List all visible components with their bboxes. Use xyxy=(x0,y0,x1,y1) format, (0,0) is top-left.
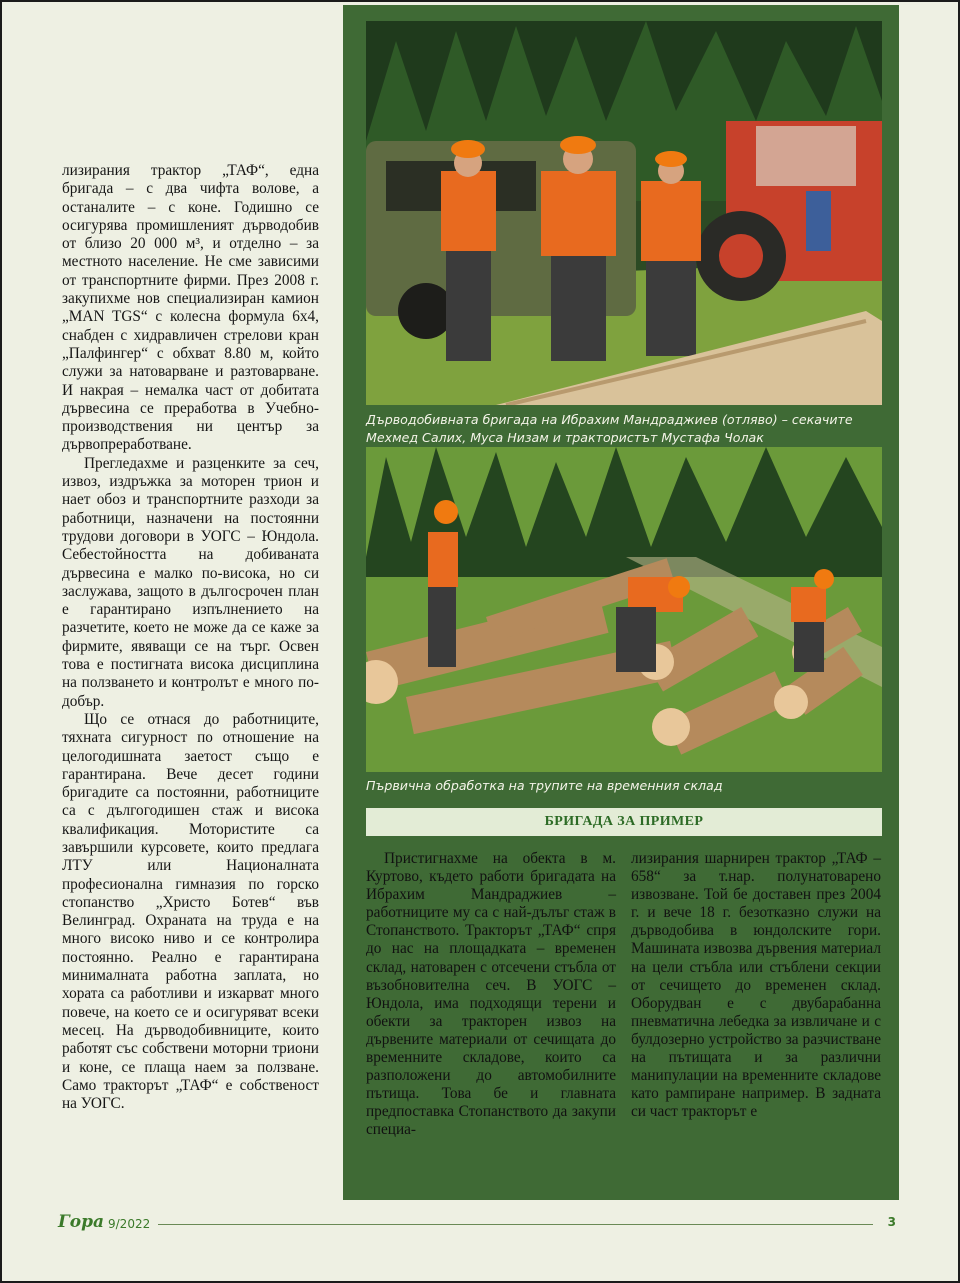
photo-caption: Първична обработка на трупите на временния склад xyxy=(366,778,723,793)
magazine-logo: Гора xyxy=(58,1212,104,1232)
page-footer xyxy=(58,1212,898,1238)
box-column-1 xyxy=(366,850,616,1140)
green-sidebar-panel xyxy=(343,5,899,1200)
photo-logging-crew xyxy=(366,21,882,405)
photo-caption: Дърводобивната бригада на Ибрахим Мандраджиев (отляво) – секачите Мехмед Салих, Муса Низам и трактористът Мустафа Чолак xyxy=(366,412,853,445)
article-paragraph: Що се отнася до работниците, тяхната сигурност по отношение на целогодишната заетост също е гарантирана. Вече десет години бригадите са постоянни, работниците са с дългогодишен стаж и висока квалификация. Мотористите са завършили курсовете, които предлага ЛТУ или Националната професионална гимназия по горско стопанство „Христо Ботев“ във Велинград. Охраната на труда е на много високо ниво и се контролира постоянно. Реално е гарантирана минималната работна заплата, но хората са работливи и изкарват много повече, на което се и осигуряват всеки месец. На дърводобивниците, които работят със собствени моторни триони и коне, се плаща наем за ползване. Само тракторът „ТАФ“ е собственост на УОГС. xyxy=(62,710,319,1113)
left-article-column xyxy=(62,162,319,1113)
issue-number: 9/2022 xyxy=(108,1217,151,1231)
box-paragraph: Пристигнахме на обекта в м. Куртово, където работи бригадата на Ибрахим Мандраджиев – работниците му са с най-дълъг стаж в Стопанството. Тракторът „ТАФ“ спря до нас на площадката – временен склад, натоварен с отсечени стъбла от възобновителна сеч. В УОГС – Юндола, има подходящи терени и обекти за тракторен извоз на дървените материали от сечищата до временните складове, които са разположени до автомобилните пътища. Това бе и главната предпоставка Стопанството да закупи специа- xyxy=(366,850,616,1139)
page-number: 3 xyxy=(887,1215,896,1229)
box-paragraph: лизирания шарнирен трактор „ТАФ – 658“ за т.нар. полунатоварено извозване. Той бе доставен през 2004 г. и вече 18 г. безотказно служи на дърводобива в юндолските гори. Машината извозва дървения материал на цели стъбла или стъблени секции от сечището до временен склад. Оборудван е с двубарабанна пневматична лебедка за извличане и с булдозерно устройство за разчистване на пътищата и за различни манипулации на временните складове като рампиране например. В задната си част тракторът е xyxy=(631,850,881,1121)
photo-log-processing xyxy=(366,447,882,772)
section-heading: БРИГАДА ЗА ПРИМЕР xyxy=(366,808,882,836)
footer-divider xyxy=(158,1224,873,1225)
article-paragraph: Прегледахме и разценките за сеч, извоз, издръжка за моторен трион и наeт обоз и транспортните разходи за работници, назначени на постоянни трудови договори в УОГС – Юндола. Себестойността на добиваната дървесина е малко по-висока, но си заслужава, защото в дългосрочен план е гарантирано изпълнението на разчетите, което не може да се каже за фирмите, явяващи се на търг. Освен това е постигната висока дисциплина на ползването и контролът е много по-добър. xyxy=(62,454,319,710)
article-paragraph: лизирания трактор „ТАФ“, една бригада – с два чифта волове, а останалите – с коне. Годишно се осигурява промишленият дърводобив от близо 20 000 м³, и отделно – за местното население. Не сме зависими от транспортните фирми. През 2008 г. закупихме нов специализиран камион „MAN TGS“ с колесна формула 6х4, снабден с хидравличен стрелови кран „Палфингер“ с обхват 8.80 м, който служи за натоварване и разтоварване. И накрая – немалка част от добитата дървесина се преработва в Учебно-производствения ни център за дървопреработване. xyxy=(62,162,319,454)
box-column-2 xyxy=(631,850,881,1121)
